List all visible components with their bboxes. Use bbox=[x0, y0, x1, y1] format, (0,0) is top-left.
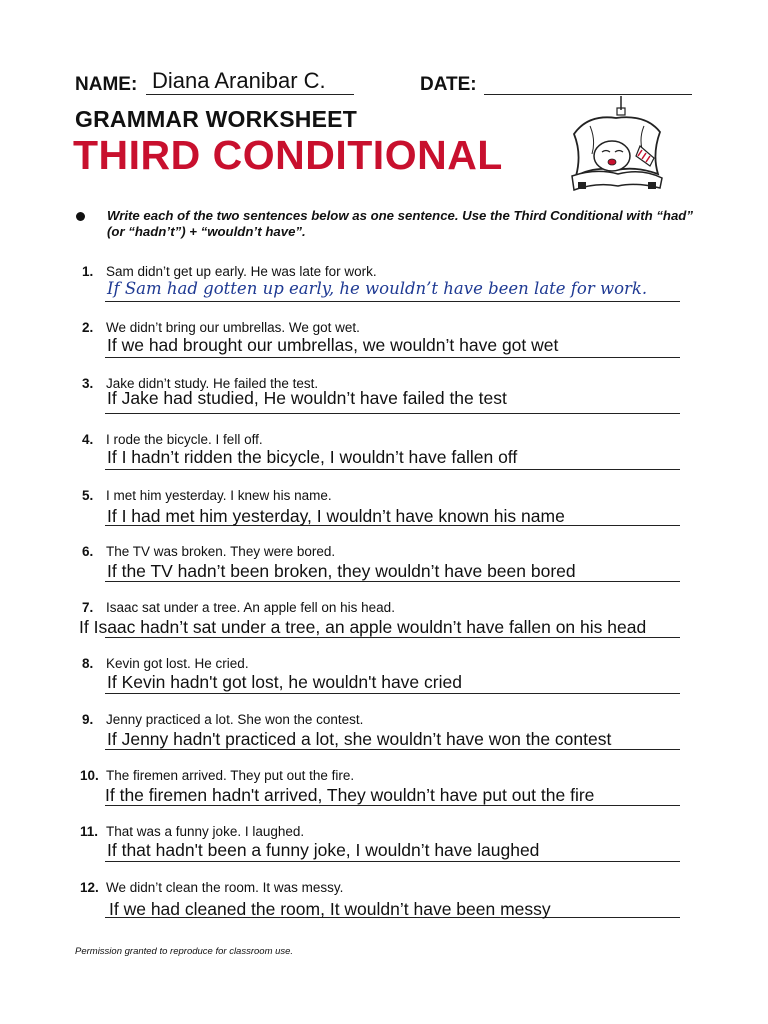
item-prompt: That was a funny joke. I laughed. bbox=[106, 824, 305, 839]
bullet-icon bbox=[76, 212, 85, 221]
answer-field[interactable]: If Jake had studied, He wouldn’t have failed the test bbox=[107, 388, 507, 408]
exercise-item bbox=[0, 432, 768, 488]
item-prompt: The firemen arrived. They put out the fire. bbox=[106, 768, 355, 783]
answer-field[interactable]: If Kevin hadn't got lost, he wouldn't have cried bbox=[107, 672, 462, 692]
instructions: Write each of the two sentences below as one sentence. Use the Third Conditional with “had” (or “hadn’t”) + “wouldn’t have”. bbox=[107, 208, 693, 239]
answer-field[interactable]: If I had met him yesterday, I wouldn’t have known his name bbox=[107, 506, 565, 526]
answer-underline bbox=[105, 357, 680, 358]
exercise-item bbox=[0, 264, 768, 320]
exercise-item bbox=[0, 712, 768, 768]
item-number: 1. bbox=[82, 264, 94, 279]
pillow-sleeper-icon bbox=[566, 96, 668, 198]
item-number: 8. bbox=[82, 656, 94, 671]
item-number: 9. bbox=[82, 712, 94, 727]
answer-underline bbox=[105, 693, 680, 694]
item-prompt: I rode the bicycle. I fell off. bbox=[106, 432, 263, 447]
exercise-item bbox=[0, 880, 768, 936]
worksheet-subtitle: GRAMMAR WORKSHEET bbox=[75, 106, 357, 132]
item-prompt: Jenny practiced a lot. She won the contest. bbox=[106, 712, 364, 727]
answer-field[interactable]: If Isaac hadn’t sat under a tree, an apple wouldn’t have fallen on his head bbox=[79, 617, 647, 637]
answer-field[interactable]: If that hadn't been a funny joke, I wouldn’t have laughed bbox=[107, 840, 540, 860]
exercise-item bbox=[0, 320, 768, 376]
exercise-item bbox=[0, 488, 768, 544]
answer-field[interactable]: If Jenny hadn't practiced a lot, she wouldn’t have won the contest bbox=[107, 729, 612, 749]
item-number: 7. bbox=[82, 600, 94, 615]
exercise-item bbox=[0, 656, 768, 712]
item-number: 10. bbox=[80, 768, 99, 783]
item-number: 6. bbox=[82, 544, 94, 559]
answer-field[interactable]: If I hadn’t ridden the bicycle, I wouldn’t have fallen off bbox=[107, 447, 518, 467]
item-prompt: Isaac sat under a tree. An apple fell on his head. bbox=[106, 600, 395, 615]
answer-field[interactable]: If we had cleaned the room, It wouldn’t have been messy bbox=[109, 899, 551, 919]
item-number: 11. bbox=[80, 824, 99, 839]
answer-field[interactable]: If the firemen hadn't arrived, They wouldn’t have put out the fire bbox=[105, 785, 595, 805]
exercise-item bbox=[0, 544, 768, 600]
item-prompt: We didn’t clean the room. It was messy. bbox=[106, 880, 344, 895]
name-underline bbox=[146, 94, 354, 95]
item-prompt: The TV was broken. They were bored. bbox=[106, 544, 336, 559]
exercise-item bbox=[0, 600, 768, 656]
item-prompt: Jake didn’t study. He failed the test. bbox=[106, 376, 319, 391]
item-number: 12. bbox=[80, 880, 99, 895]
answer-field[interactable]: If we had brought our umbrellas, we wouldn’t have got wet bbox=[107, 335, 559, 355]
date-field[interactable] bbox=[484, 94, 692, 95]
answer-underline bbox=[105, 413, 680, 414]
worksheet-title: THIRD CONDITIONAL bbox=[73, 132, 503, 178]
item-prompt: Sam didn’t get up early. He was late for work. bbox=[106, 264, 377, 279]
item-prompt: We didn’t bring our umbrellas. We got wet. bbox=[106, 320, 360, 335]
exercise-item bbox=[0, 824, 768, 880]
item-number: 2. bbox=[82, 320, 94, 335]
footer-note: Permission granted to reproduce for classroom use. bbox=[75, 946, 294, 957]
answer-field[interactable]: If the TV hadn’t been broken, they wouldn’t have been bored bbox=[107, 561, 576, 581]
item-number: 3. bbox=[82, 376, 94, 391]
name-label: NAME: bbox=[75, 74, 138, 95]
item-number: 5. bbox=[82, 488, 94, 503]
answer-underline bbox=[105, 861, 680, 862]
exercise-item bbox=[0, 376, 768, 432]
answer-field[interactable]: If Sam had gotten up early, he wouldn’t have been late for work. bbox=[107, 279, 648, 298]
answer-underline bbox=[105, 469, 680, 470]
exercise-item bbox=[0, 768, 768, 824]
date-label: DATE: bbox=[420, 74, 477, 95]
answer-underline bbox=[105, 301, 680, 302]
item-prompt: Kevin got lost. He cried. bbox=[106, 656, 249, 671]
item-number: 4. bbox=[82, 432, 94, 447]
item-prompt: I met him yesterday. I knew his name. bbox=[106, 488, 332, 503]
name-field[interactable]: Diana Aranibar C. bbox=[152, 68, 326, 93]
